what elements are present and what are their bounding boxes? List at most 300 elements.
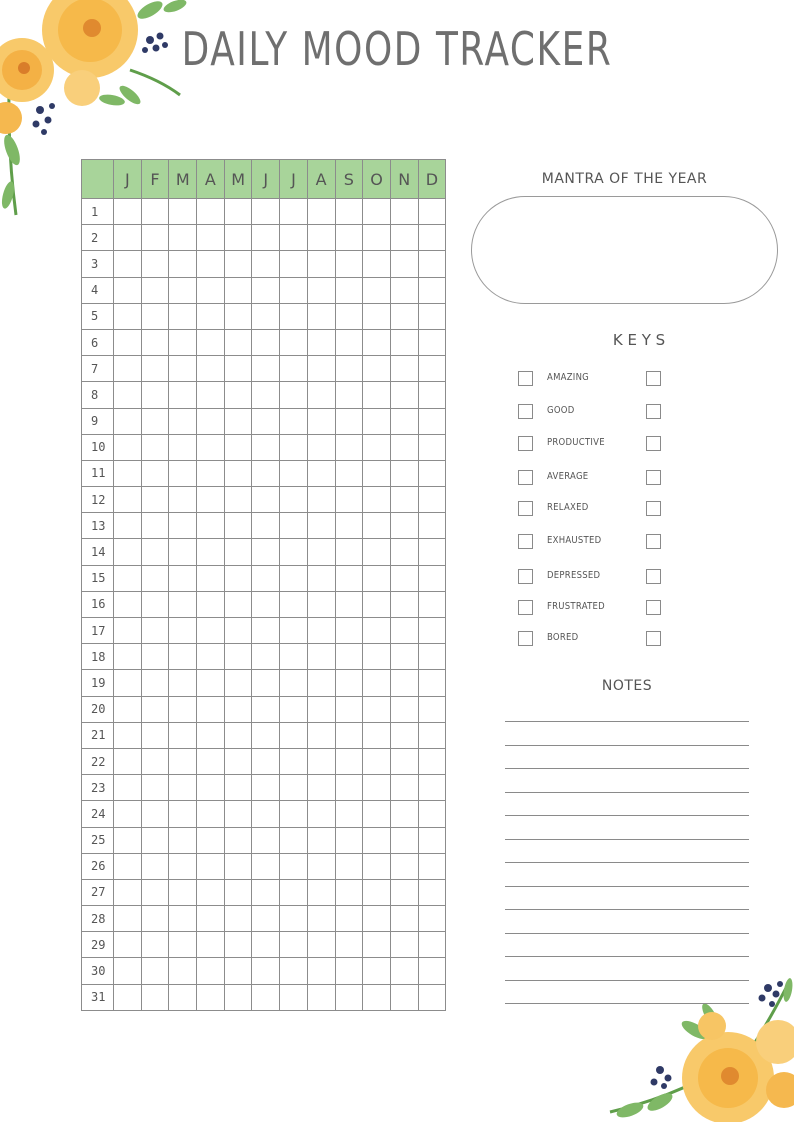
key-color-box[interactable] bbox=[646, 436, 661, 451]
mood-cell[interactable] bbox=[418, 434, 446, 460]
mood-cell[interactable] bbox=[307, 408, 335, 434]
mood-cell[interactable] bbox=[141, 827, 169, 853]
mood-cell[interactable] bbox=[390, 460, 418, 486]
mood-cell[interactable] bbox=[169, 748, 197, 774]
mood-cell[interactable] bbox=[280, 277, 308, 303]
mood-cell[interactable] bbox=[363, 670, 391, 696]
mood-cell[interactable] bbox=[197, 487, 225, 513]
mood-cell[interactable] bbox=[141, 277, 169, 303]
mood-cell[interactable] bbox=[252, 356, 280, 382]
mood-cell[interactable] bbox=[418, 277, 446, 303]
mood-cell[interactable] bbox=[307, 775, 335, 801]
mood-cell[interactable] bbox=[141, 984, 169, 1010]
mood-cell[interactable] bbox=[141, 748, 169, 774]
mood-cell[interactable] bbox=[252, 932, 280, 958]
mood-cell[interactable] bbox=[390, 984, 418, 1010]
mood-cell[interactable] bbox=[363, 251, 391, 277]
mood-cell[interactable] bbox=[252, 277, 280, 303]
mood-cell[interactable] bbox=[280, 670, 308, 696]
mood-cell[interactable] bbox=[307, 513, 335, 539]
mood-cell[interactable] bbox=[197, 565, 225, 591]
mood-cell[interactable] bbox=[418, 408, 446, 434]
mood-cell[interactable] bbox=[114, 696, 142, 722]
mood-cell[interactable] bbox=[114, 591, 142, 617]
mood-cell[interactable] bbox=[252, 460, 280, 486]
mood-cell[interactable] bbox=[114, 644, 142, 670]
mood-cell[interactable] bbox=[390, 408, 418, 434]
mood-cell[interactable] bbox=[390, 775, 418, 801]
mood-cell[interactable] bbox=[363, 356, 391, 382]
mood-cell[interactable] bbox=[280, 932, 308, 958]
mood-cell[interactable] bbox=[335, 329, 363, 355]
mood-cell[interactable] bbox=[335, 539, 363, 565]
mood-cell[interactable] bbox=[252, 906, 280, 932]
mood-cell[interactable] bbox=[280, 513, 308, 539]
mood-cell[interactable] bbox=[390, 539, 418, 565]
mood-cell[interactable] bbox=[252, 958, 280, 984]
mood-cell[interactable] bbox=[307, 565, 335, 591]
mood-cell[interactable] bbox=[197, 199, 225, 225]
mood-cell[interactable] bbox=[418, 906, 446, 932]
mood-cell[interactable] bbox=[114, 329, 142, 355]
mood-cell[interactable] bbox=[418, 199, 446, 225]
mood-cell[interactable] bbox=[114, 853, 142, 879]
mood-cell[interactable] bbox=[307, 382, 335, 408]
mood-cell[interactable] bbox=[390, 932, 418, 958]
mood-cell[interactable] bbox=[335, 434, 363, 460]
mood-cell[interactable] bbox=[418, 565, 446, 591]
mood-cell[interactable] bbox=[363, 513, 391, 539]
mood-cell[interactable] bbox=[197, 225, 225, 251]
mood-cell[interactable] bbox=[390, 853, 418, 879]
mood-cell[interactable] bbox=[114, 539, 142, 565]
mood-cell[interactable] bbox=[114, 408, 142, 434]
mood-cell[interactable] bbox=[141, 303, 169, 329]
mood-cell[interactable] bbox=[114, 251, 142, 277]
mood-cell[interactable] bbox=[307, 618, 335, 644]
mood-cell[interactable] bbox=[197, 251, 225, 277]
mood-cell[interactable] bbox=[114, 748, 142, 774]
mood-cell[interactable] bbox=[363, 539, 391, 565]
mood-cell[interactable] bbox=[252, 827, 280, 853]
mood-cell[interactable] bbox=[307, 303, 335, 329]
mood-cell[interactable] bbox=[224, 984, 252, 1010]
mood-cell[interactable] bbox=[114, 722, 142, 748]
mood-cell[interactable] bbox=[363, 906, 391, 932]
mood-cell[interactable] bbox=[363, 958, 391, 984]
mood-cell[interactable] bbox=[335, 303, 363, 329]
mood-cell[interactable] bbox=[197, 303, 225, 329]
mood-cell[interactable] bbox=[390, 618, 418, 644]
mood-cell[interactable] bbox=[197, 775, 225, 801]
mood-cell[interactable] bbox=[390, 277, 418, 303]
mood-cell[interactable] bbox=[363, 487, 391, 513]
mood-cell[interactable] bbox=[169, 565, 197, 591]
mood-cell[interactable] bbox=[335, 644, 363, 670]
key-color-box[interactable] bbox=[646, 371, 661, 386]
mood-cell[interactable] bbox=[390, 827, 418, 853]
mood-cell[interactable] bbox=[335, 984, 363, 1010]
mood-cell[interactable] bbox=[307, 801, 335, 827]
mood-cell[interactable] bbox=[169, 277, 197, 303]
mood-cell[interactable] bbox=[114, 984, 142, 1010]
mood-cell[interactable] bbox=[390, 487, 418, 513]
mood-cell[interactable] bbox=[197, 932, 225, 958]
mood-cell[interactable] bbox=[224, 434, 252, 460]
mood-cell[interactable] bbox=[141, 696, 169, 722]
mood-cell[interactable] bbox=[418, 382, 446, 408]
mood-cell[interactable] bbox=[141, 853, 169, 879]
mantra-box[interactable] bbox=[471, 196, 778, 304]
mood-cell[interactable] bbox=[197, 696, 225, 722]
mood-cell[interactable] bbox=[363, 853, 391, 879]
mood-cell[interactable] bbox=[197, 513, 225, 539]
mood-cell[interactable] bbox=[307, 460, 335, 486]
mood-cell[interactable] bbox=[169, 775, 197, 801]
mood-cell[interactable] bbox=[224, 722, 252, 748]
mood-cell[interactable] bbox=[280, 879, 308, 905]
note-line[interactable] bbox=[505, 768, 749, 769]
mood-cell[interactable] bbox=[280, 251, 308, 277]
mood-cell[interactable] bbox=[363, 329, 391, 355]
mood-cell[interactable] bbox=[169, 487, 197, 513]
mood-cell[interactable] bbox=[363, 382, 391, 408]
mood-cell[interactable] bbox=[280, 539, 308, 565]
key-checkbox[interactable] bbox=[518, 371, 533, 386]
mood-cell[interactable] bbox=[390, 958, 418, 984]
mood-cell[interactable] bbox=[280, 748, 308, 774]
mood-cell[interactable] bbox=[418, 460, 446, 486]
mood-cell[interactable] bbox=[363, 408, 391, 434]
mood-cell[interactable] bbox=[418, 670, 446, 696]
mood-cell[interactable] bbox=[141, 487, 169, 513]
mood-cell[interactable] bbox=[418, 591, 446, 617]
mood-cell[interactable] bbox=[335, 801, 363, 827]
mood-cell[interactable] bbox=[307, 853, 335, 879]
mood-cell[interactable] bbox=[114, 303, 142, 329]
mood-cell[interactable] bbox=[363, 722, 391, 748]
mood-cell[interactable] bbox=[390, 251, 418, 277]
mood-cell[interactable] bbox=[390, 644, 418, 670]
mood-cell[interactable] bbox=[280, 853, 308, 879]
mood-cell[interactable] bbox=[252, 591, 280, 617]
mood-cell[interactable] bbox=[363, 696, 391, 722]
mood-cell[interactable] bbox=[335, 460, 363, 486]
mood-cell[interactable] bbox=[252, 670, 280, 696]
mood-cell[interactable] bbox=[169, 853, 197, 879]
mood-cell[interactable] bbox=[224, 303, 252, 329]
mood-cell[interactable] bbox=[114, 775, 142, 801]
mood-cell[interactable] bbox=[169, 670, 197, 696]
mood-cell[interactable] bbox=[280, 565, 308, 591]
mood-cell[interactable] bbox=[169, 932, 197, 958]
mood-cell[interactable] bbox=[280, 225, 308, 251]
mood-cell[interactable] bbox=[390, 906, 418, 932]
mood-cell[interactable] bbox=[335, 408, 363, 434]
mood-cell[interactable] bbox=[169, 434, 197, 460]
mood-cell[interactable] bbox=[114, 199, 142, 225]
mood-cell[interactable] bbox=[252, 722, 280, 748]
mood-cell[interactable] bbox=[224, 408, 252, 434]
key-color-box[interactable] bbox=[646, 534, 661, 549]
mood-cell[interactable] bbox=[224, 801, 252, 827]
mood-cell[interactable] bbox=[169, 827, 197, 853]
mood-cell[interactable] bbox=[224, 879, 252, 905]
mood-cell[interactable] bbox=[418, 329, 446, 355]
mood-cell[interactable] bbox=[141, 251, 169, 277]
mood-cell[interactable] bbox=[418, 303, 446, 329]
note-line[interactable] bbox=[505, 815, 749, 816]
mood-cell[interactable] bbox=[197, 984, 225, 1010]
key-color-box[interactable] bbox=[646, 631, 661, 646]
mood-cell[interactable] bbox=[335, 932, 363, 958]
mood-cell[interactable] bbox=[390, 329, 418, 355]
mood-cell[interactable] bbox=[418, 487, 446, 513]
mood-cell[interactable] bbox=[418, 722, 446, 748]
mood-cell[interactable] bbox=[197, 748, 225, 774]
mood-cell[interactable] bbox=[335, 670, 363, 696]
mood-cell[interactable] bbox=[224, 382, 252, 408]
mood-cell[interactable] bbox=[224, 539, 252, 565]
key-checkbox[interactable] bbox=[518, 470, 533, 485]
mood-cell[interactable] bbox=[390, 199, 418, 225]
mood-cell[interactable] bbox=[280, 906, 308, 932]
mood-cell[interactable] bbox=[280, 696, 308, 722]
mood-cell[interactable] bbox=[335, 487, 363, 513]
mood-cell[interactable] bbox=[363, 932, 391, 958]
mood-cell[interactable] bbox=[363, 984, 391, 1010]
mood-cell[interactable] bbox=[280, 722, 308, 748]
key-checkbox[interactable] bbox=[518, 436, 533, 451]
mood-cell[interactable] bbox=[141, 801, 169, 827]
mood-cell[interactable] bbox=[390, 356, 418, 382]
mood-cell[interactable] bbox=[335, 618, 363, 644]
mood-cell[interactable] bbox=[169, 591, 197, 617]
mood-cell[interactable] bbox=[169, 879, 197, 905]
mood-cell[interactable] bbox=[169, 644, 197, 670]
key-color-box[interactable] bbox=[646, 470, 661, 485]
mood-cell[interactable] bbox=[363, 827, 391, 853]
mood-cell[interactable] bbox=[335, 199, 363, 225]
mood-cell[interactable] bbox=[224, 670, 252, 696]
mood-cell[interactable] bbox=[363, 801, 391, 827]
mood-cell[interactable] bbox=[363, 644, 391, 670]
note-line[interactable] bbox=[505, 933, 749, 934]
mood-cell[interactable] bbox=[252, 644, 280, 670]
mood-cell[interactable] bbox=[141, 434, 169, 460]
mood-cell[interactable] bbox=[280, 984, 308, 1010]
mood-cell[interactable] bbox=[335, 251, 363, 277]
mood-cell[interactable] bbox=[307, 670, 335, 696]
mood-cell[interactable] bbox=[252, 329, 280, 355]
mood-cell[interactable] bbox=[280, 591, 308, 617]
mood-cell[interactable] bbox=[224, 225, 252, 251]
mood-cell[interactable] bbox=[169, 356, 197, 382]
mood-cell[interactable] bbox=[307, 356, 335, 382]
mood-cell[interactable] bbox=[224, 853, 252, 879]
mood-cell[interactable] bbox=[169, 539, 197, 565]
mood-cell[interactable] bbox=[307, 644, 335, 670]
mood-cell[interactable] bbox=[307, 487, 335, 513]
mood-cell[interactable] bbox=[307, 748, 335, 774]
key-color-box[interactable] bbox=[646, 404, 661, 419]
mood-cell[interactable] bbox=[197, 670, 225, 696]
mood-cell[interactable] bbox=[418, 748, 446, 774]
mood-cell[interactable] bbox=[363, 775, 391, 801]
mood-cell[interactable] bbox=[114, 958, 142, 984]
mood-cell[interactable] bbox=[224, 775, 252, 801]
mood-cell[interactable] bbox=[335, 356, 363, 382]
mood-cell[interactable] bbox=[197, 958, 225, 984]
mood-cell[interactable] bbox=[252, 408, 280, 434]
mood-cell[interactable] bbox=[114, 460, 142, 486]
note-line[interactable] bbox=[505, 980, 749, 981]
mood-cell[interactable] bbox=[114, 225, 142, 251]
key-color-box[interactable] bbox=[646, 501, 661, 516]
mood-cell[interactable] bbox=[114, 906, 142, 932]
mood-cell[interactable] bbox=[335, 958, 363, 984]
mood-cell[interactable] bbox=[141, 618, 169, 644]
mood-cell[interactable] bbox=[224, 460, 252, 486]
mood-cell[interactable] bbox=[335, 853, 363, 879]
mood-cell[interactable] bbox=[252, 801, 280, 827]
mood-cell[interactable] bbox=[280, 618, 308, 644]
mood-cell[interactable] bbox=[224, 696, 252, 722]
mood-cell[interactable] bbox=[307, 722, 335, 748]
mood-cell[interactable] bbox=[280, 382, 308, 408]
mood-cell[interactable] bbox=[418, 853, 446, 879]
mood-cell[interactable] bbox=[390, 801, 418, 827]
mood-cell[interactable] bbox=[307, 329, 335, 355]
mood-cell[interactable] bbox=[114, 513, 142, 539]
mood-cell[interactable] bbox=[169, 984, 197, 1010]
mood-cell[interactable] bbox=[280, 801, 308, 827]
mood-cell[interactable] bbox=[307, 906, 335, 932]
mood-cell[interactable] bbox=[197, 801, 225, 827]
mood-cell[interactable] bbox=[141, 329, 169, 355]
mood-cell[interactable] bbox=[390, 565, 418, 591]
note-line[interactable] bbox=[505, 1003, 749, 1004]
mood-cell[interactable] bbox=[390, 722, 418, 748]
mood-cell[interactable] bbox=[141, 382, 169, 408]
mood-cell[interactable] bbox=[169, 199, 197, 225]
mood-cell[interactable] bbox=[141, 591, 169, 617]
mood-cell[interactable] bbox=[335, 591, 363, 617]
mood-cell[interactable] bbox=[252, 382, 280, 408]
mood-cell[interactable] bbox=[390, 434, 418, 460]
mood-cell[interactable] bbox=[141, 906, 169, 932]
mood-cell[interactable] bbox=[224, 932, 252, 958]
mood-cell[interactable] bbox=[418, 775, 446, 801]
key-checkbox[interactable] bbox=[518, 631, 533, 646]
mood-cell[interactable] bbox=[252, 696, 280, 722]
mood-cell[interactable] bbox=[224, 748, 252, 774]
mood-cell[interactable] bbox=[363, 879, 391, 905]
mood-cell[interactable] bbox=[197, 460, 225, 486]
mood-cell[interactable] bbox=[252, 618, 280, 644]
mood-cell[interactable] bbox=[335, 277, 363, 303]
note-line[interactable] bbox=[505, 909, 749, 910]
mood-cell[interactable] bbox=[197, 618, 225, 644]
mood-cell[interactable] bbox=[335, 906, 363, 932]
mood-cell[interactable] bbox=[141, 356, 169, 382]
mood-cell[interactable] bbox=[252, 879, 280, 905]
mood-cell[interactable] bbox=[418, 827, 446, 853]
mood-cell[interactable] bbox=[307, 984, 335, 1010]
mood-cell[interactable] bbox=[169, 618, 197, 644]
mood-cell[interactable] bbox=[224, 199, 252, 225]
mood-cell[interactable] bbox=[307, 199, 335, 225]
mood-cell[interactable] bbox=[197, 591, 225, 617]
mood-cell[interactable] bbox=[252, 487, 280, 513]
mood-cell[interactable] bbox=[418, 984, 446, 1010]
mood-cell[interactable] bbox=[418, 696, 446, 722]
mood-cell[interactable] bbox=[307, 827, 335, 853]
mood-cell[interactable] bbox=[197, 434, 225, 460]
key-checkbox[interactable] bbox=[518, 600, 533, 615]
mood-cell[interactable] bbox=[114, 277, 142, 303]
mood-cell[interactable] bbox=[197, 644, 225, 670]
key-color-box[interactable] bbox=[646, 600, 661, 615]
mood-cell[interactable] bbox=[280, 199, 308, 225]
mood-cell[interactable] bbox=[169, 513, 197, 539]
mood-cell[interactable] bbox=[418, 879, 446, 905]
mood-cell[interactable] bbox=[280, 329, 308, 355]
mood-cell[interactable] bbox=[141, 722, 169, 748]
mood-cell[interactable] bbox=[307, 932, 335, 958]
mood-cell[interactable] bbox=[390, 303, 418, 329]
mood-cell[interactable] bbox=[307, 539, 335, 565]
mood-cell[interactable] bbox=[280, 356, 308, 382]
mood-cell[interactable] bbox=[252, 775, 280, 801]
mood-cell[interactable] bbox=[197, 906, 225, 932]
mood-cell[interactable] bbox=[169, 251, 197, 277]
mood-cell[interactable] bbox=[141, 225, 169, 251]
mood-cell[interactable] bbox=[335, 696, 363, 722]
mood-cell[interactable] bbox=[169, 329, 197, 355]
key-checkbox[interactable] bbox=[518, 569, 533, 584]
mood-cell[interactable] bbox=[363, 591, 391, 617]
mood-cell[interactable] bbox=[418, 356, 446, 382]
mood-cell[interactable] bbox=[363, 434, 391, 460]
mood-cell[interactable] bbox=[280, 303, 308, 329]
mood-cell[interactable] bbox=[307, 277, 335, 303]
mood-cell[interactable] bbox=[418, 618, 446, 644]
mood-cell[interactable] bbox=[390, 696, 418, 722]
mood-cell[interactable] bbox=[252, 434, 280, 460]
mood-cell[interactable] bbox=[114, 618, 142, 644]
mood-cell[interactable] bbox=[390, 670, 418, 696]
note-line[interactable] bbox=[505, 792, 749, 793]
mood-cell[interactable] bbox=[335, 382, 363, 408]
mood-cell[interactable] bbox=[307, 591, 335, 617]
mood-cell[interactable] bbox=[390, 879, 418, 905]
mood-cell[interactable] bbox=[252, 225, 280, 251]
mood-cell[interactable] bbox=[335, 748, 363, 774]
mood-cell[interactable] bbox=[418, 801, 446, 827]
mood-cell[interactable] bbox=[114, 487, 142, 513]
note-line[interactable] bbox=[505, 862, 749, 863]
mood-cell[interactable] bbox=[280, 434, 308, 460]
mood-cell[interactable] bbox=[197, 356, 225, 382]
mood-cell[interactable] bbox=[390, 225, 418, 251]
mood-cell[interactable] bbox=[141, 408, 169, 434]
mood-cell[interactable] bbox=[252, 513, 280, 539]
mood-cell[interactable] bbox=[390, 748, 418, 774]
mood-cell[interactable] bbox=[335, 827, 363, 853]
mood-cell[interactable] bbox=[224, 487, 252, 513]
mood-cell[interactable] bbox=[335, 225, 363, 251]
